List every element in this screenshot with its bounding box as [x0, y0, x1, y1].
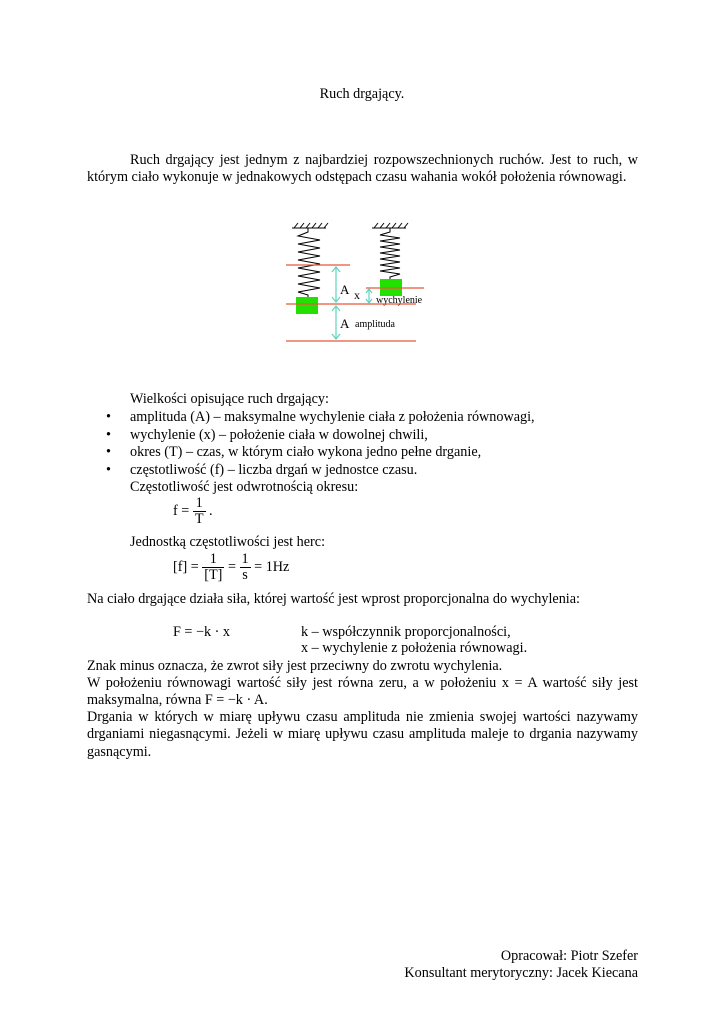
label-wychylenie: wychylenie — [376, 295, 423, 306]
footer-author: Opracował: Piotr Szefer — [500, 948, 638, 964]
bullet-icon: • — [106, 427, 111, 443]
denominator: [T] — [204, 567, 223, 583]
numerator: 1 — [193, 496, 206, 512]
fraction — [202, 552, 224, 583]
max-force-tail: . — [264, 692, 268, 709]
equilibrium-text: W położeniu równowagi wartość siły jest równa zeru, a w położeniu x = A wartość siły jest maksymalna, równa — [87, 675, 638, 709]
left-mass — [296, 297, 318, 314]
frequency-note: Częstotliwość jest odwrotnością okresu: — [130, 479, 359, 495]
formula-unit — [173, 552, 289, 583]
label-A-top: A — [340, 282, 350, 297]
label-x: x — [354, 288, 360, 302]
spring-oscillation-figure — [284, 222, 440, 360]
equilibrium-paragraph — [87, 675, 638, 710]
amplitude-upper-arrow — [332, 267, 340, 302]
list-item — [106, 462, 418, 479]
displacement-arrow — [366, 289, 372, 303]
unit-note: Jednostką częstotliwości jest herc: — [130, 534, 326, 550]
fraction — [193, 496, 206, 527]
amplitude-lower-arrow — [332, 306, 340, 339]
list-item-text: amplituda (A) – maksymalne wychylenie ciała z położenia równowagi, — [130, 409, 535, 425]
x-description: x – wychylenie z położenia równowagi. — [301, 640, 528, 656]
list-item — [106, 427, 428, 444]
label-A-bottom: A — [340, 316, 350, 331]
minus-note: Znak minus oznacza, że zwrot siły jest przeciwny do zwrotu wychylenia. — [87, 658, 503, 674]
bullet-icon: • — [106, 409, 111, 425]
formula-frequency — [173, 496, 213, 527]
list-item-text: okres (T) – czas, w którym ciało wykona jedno pełne drganie, — [130, 444, 482, 460]
bullet-icon: • — [106, 444, 111, 460]
list-item — [106, 409, 535, 426]
denominator: T — [194, 511, 204, 527]
left-ceiling-icon — [292, 223, 328, 228]
force-intro: Na ciało drgające działa siła, której wartość jest wprost proporcjonalna do wychylenia: — [87, 591, 580, 607]
footer-consultant: Konsultant merytoryczny: Jacek Kiecana — [404, 965, 638, 981]
list-item — [106, 444, 482, 461]
denominator: s — [242, 567, 248, 583]
numerator: 1 — [241, 551, 249, 567]
bullet-icon: • — [106, 462, 111, 478]
intro-paragraph: Ruch drgający jest jednym z najbardziej rozpowszechnionych ruchów. Jest to ruch, w którym ciało wykonuje w jednakowych odstępach czasu wahania wokół położenia równowagi. — [87, 152, 638, 186]
formula-tail: . — [209, 502, 213, 519]
formula-lhs: f = — [173, 502, 190, 519]
fraction — [240, 552, 251, 583]
page-title: Ruch drgający. — [319, 86, 405, 102]
label-amplituda: amplituda — [355, 319, 395, 330]
list-item-text: częstotliwość (f) – liczba drgań w jednostce czasu. — [130, 462, 418, 478]
numerator: 1 — [202, 552, 224, 568]
max-force-formula: F = −k · A — [204, 692, 265, 709]
damping-paragraph: Drgania w których w miarę upływu czasu amplituda nie zmienia swojej wartości nazywamy drganiami niegasnącymi. Jeżeli w miarę upływu czasu amplituda maleje to drgania nazywamy gasnącymi. — [87, 709, 638, 760]
right-spring-icon — [380, 228, 400, 279]
equals-sign: = — [227, 558, 236, 575]
left-spring-icon — [298, 228, 320, 297]
k-description: k – współczynnik proporcjonalności, — [301, 624, 511, 640]
force-formula: F = −k · x — [173, 624, 230, 640]
formula-tail: = 1Hz — [254, 558, 290, 575]
formula-lhs: [f] = — [173, 558, 199, 575]
right-ceiling-icon — [372, 223, 408, 228]
list-item-text: wychylenie (x) – położenie ciała w dowolnej chwili, — [130, 427, 428, 443]
quantities-heading: Wielkości opisujące ruch drgający: — [130, 391, 329, 407]
